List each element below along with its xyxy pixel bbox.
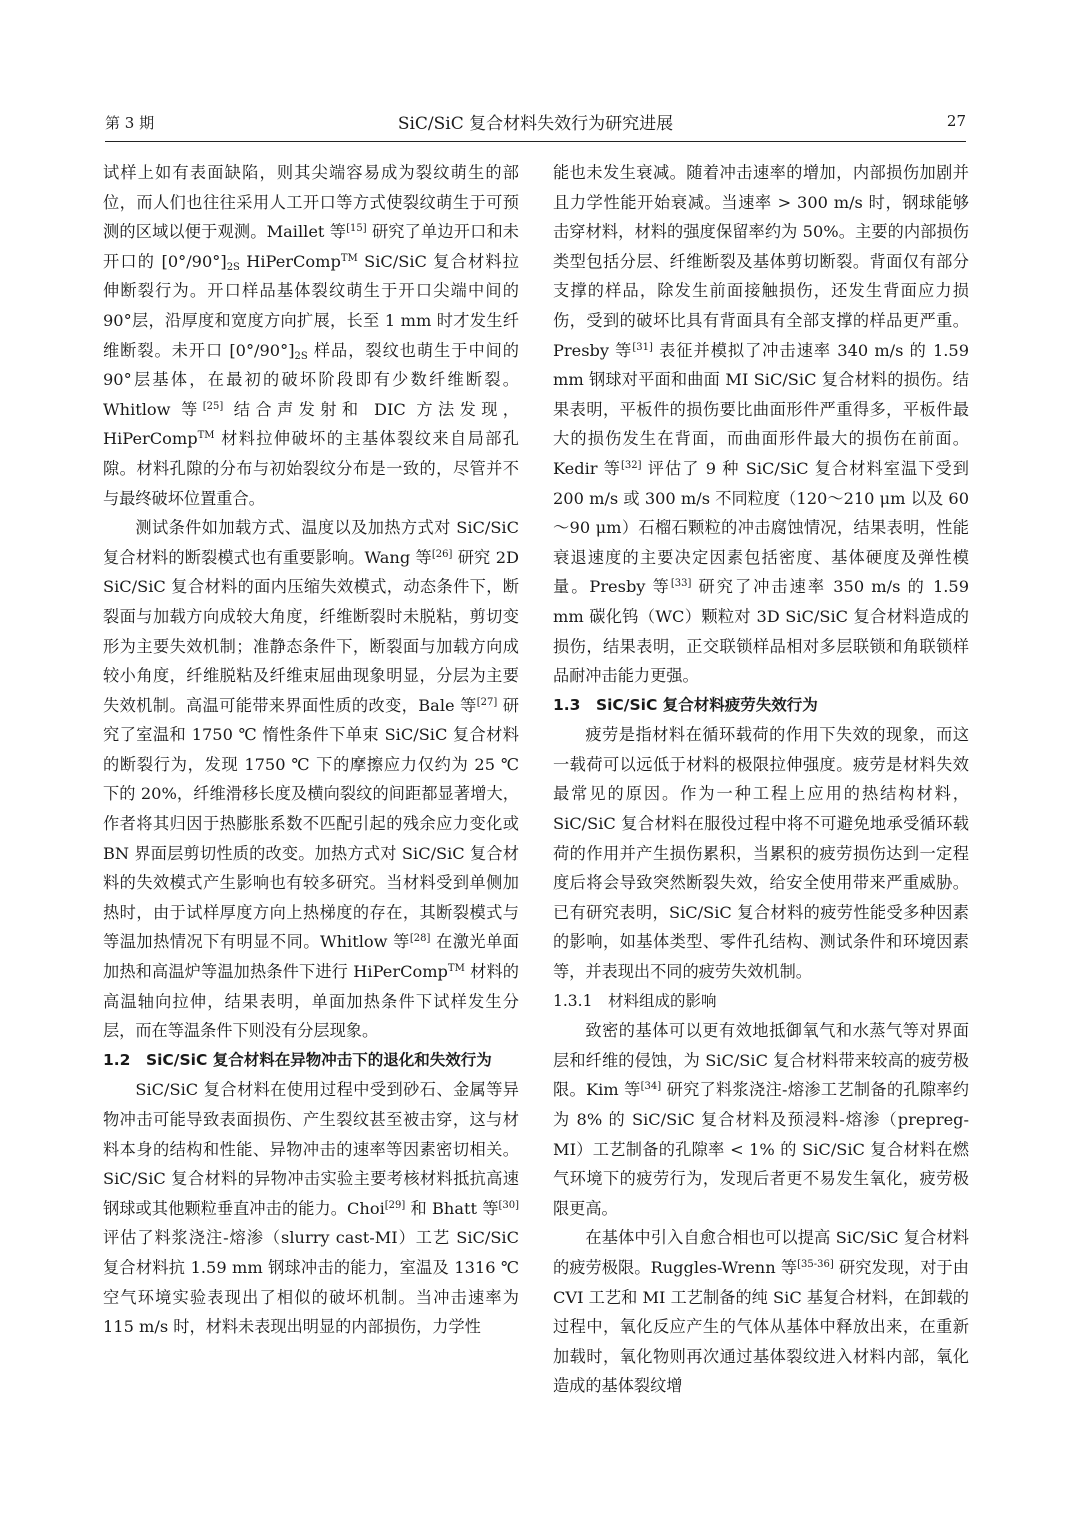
trademark: TM: [340, 252, 358, 264]
text-run: 测试条件如加载方式、温度以及加热方式对 SiC/SiC 复合材料的断裂模式也有重要影响。Wang 等: [103, 518, 519, 567]
citation: [15]: [346, 223, 367, 235]
trademark: TM: [447, 963, 465, 975]
issue-label: 第 3 期: [105, 114, 155, 132]
citation: [30]: [498, 1199, 520, 1211]
text-run: SiC/SiC 复合材料在使用过程中受到砂石、金属等异物冲击可能导致表面损伤、产生裂纹甚至被击穿，这与材料本身的结构和性能、异物冲击的速率等因素密切相关。SiC/SiC 复合材料的异物冲击实验主要考核材料抵抗高速钢球或其他颗粒垂直冲击的能力。Choi: [103, 1080, 519, 1218]
text-run: 材料拉伸破坏的主基体裂纹来自局部孔隙。材料孔隙的分布与初始裂纹分布是一致的，尽管并不与最终破坏位置重合。: [103, 429, 519, 508]
text-run: 试样上如有表面缺陷，则其尖端容易成为裂纹萌生的部位，而人们也往往采用人工开口等方式使裂纹萌生于可预测的区域以便于观测。Maillet 等: [103, 163, 519, 242]
left-column: [103, 158, 519, 1342]
citation: [33]: [670, 578, 692, 590]
paragraph: [553, 1223, 969, 1401]
text-run: 在激光单面加热和高温炉等温加热条件下进行 HiPerComp: [103, 932, 519, 982]
page-number: 27: [946, 112, 966, 130]
text-run: 和 Bhatt 等: [405, 1198, 499, 1218]
text-run: 在基体中引入自愈合相也可以提高 SiC/SiC 复合材料的疲劳极限。Ruggles-Wrenn 等: [553, 1228, 969, 1277]
citation: [34]: [640, 1081, 662, 1093]
paragraph: 疲劳是指材料在循环载荷的作用下失效的现象，而这一载荷可以远低于材料的极限拉伸强度。疲劳是材料失效最常见的原因。作为一种工程上应用的热结构材料，SiC/SiC 复合材料在服役过程中将不可避免地承受循环载荷的作用并产生损伤累积，当累积的疲劳损伤达到一定程度后将会导致突然断裂失效，给安全使用带来严重威胁。已有研究表明，SiC/SiC 复合材料的疲劳性能受多种因素的影响，如基体类型、零件孔结构、测试条件和环境因素等，并表现出不同的疲劳失效机制。: [553, 725, 969, 982]
text-run: 结合声发射和 DIC 方法发现，HiPerComp: [103, 399, 519, 449]
citation: [27]: [476, 696, 498, 708]
citation: [25]: [202, 400, 224, 412]
text-run: SiC/SiC 复合材料拉伸断裂行为。开口样品基体裂纹萌生于开口尖端中间的 90°层，沿厚度和宽度方向扩展，长至 1 mm 时才发生纤维断裂。未开口 [0°/90°]: [103, 251, 519, 360]
text-run: 表征并模拟了冲击速率 340 m/s 的 1.59 mm 钢球对平面和曲面 MI SiC/SiC 复合材料的损伤。结果表明，平板件的损伤要比曲面形件严重得多，平板件最大的损伤发生在背面，而曲面形件最大的损伤在前面。Kedir 等: [553, 340, 969, 478]
text-run: 研究了室温和 1750 ℃ 惰性条件下单束 SiC/SiC 复合材料的断裂行为，发现 1750 ℃ 下的摩擦应力仅约为 25 ℃ 下的 20%，纤维滑移长度及横向裂纹的间距都显著增大，作者将其归因于热膨胀系数不匹配引起的残余应力变化或 BN 界面层剪切性质的改变。加热方式对 SiC/SiC 复合材料的失效模式产生影响也有较多研究。当材料受到单侧加热时，由于试样厚度方向上热梯度的存在，其断裂模式与等温加热情况下有明显不同。Whitlow 等: [103, 695, 519, 952]
text-run: 评估了 9 种 SiC/SiC 复合材料室温下受到 200 m/s 或 300 m/s 不同粒度（120～210 μm 以及 60～90 μm）石榴石颗粒的冲击腐蚀情况，结果表明，性能衰退速度的主要决定因素包括密度、基体硬度及弹性模量。Presby 等: [553, 458, 969, 597]
text-run: 研究了单边开口和未开口的 [0°/90°]: [103, 222, 519, 271]
paragraph: [103, 1075, 519, 1341]
paragraph: [553, 1016, 969, 1223]
text-run: HiPerComp: [239, 251, 341, 271]
journal-running-title: SiC/SiC 复合材料失效行为研究进展: [397, 114, 674, 134]
citation: [28]: [409, 933, 431, 945]
paragraph: [553, 158, 969, 691]
subsection-heading-1-3-1: 1.3.1 材料组成的影响: [553, 991, 717, 1010]
citation: [35-36]: [797, 1258, 834, 1270]
section-heading-1-2: 1.2 SiC/SiC 复合材料在异物冲击下的退化和失效行为: [103, 1050, 492, 1069]
citation: [26]: [431, 548, 453, 560]
paragraph: [103, 158, 519, 513]
text-run: 材料的高温轴向拉伸，结果表明，单面加热条件下试样发生分层，而在等温条件下则没有分层现象。: [103, 962, 519, 1041]
subscript: 2S: [294, 350, 308, 362]
right-column: [553, 158, 969, 1401]
citation: [29]: [384, 1199, 406, 1211]
text-run: 研究了料浆浇注-熔渗工艺制备的孔隙率约为 8% 的 SiC/SiC 复合材料及预浸料-熔渗（prepreg-MI）工艺制备的孔隙率 < 1% 的 SiC/SiC 复合材料在燃气环境下的疲劳行为，发现后者更不易发生氧化，疲劳极限更高。: [553, 1080, 969, 1218]
paragraph: [103, 513, 519, 1046]
citation: [32]: [621, 459, 642, 471]
section-heading-1-3: 1.3 SiC/SiC 复合材料疲劳失效行为: [553, 695, 818, 714]
text-run: 研究 2D SiC/SiC 复合材料的面内压缩失效模式，动态条件下，断裂面与加载方向成较大角度，纤维断裂时未脱粘，剪切变形为主要失效机制；准静态条件下，断裂面与加载方向成较小角度，纤维脱粘及纤维束屈曲现象明显，分层为主要失效机制。高温可能带来界面性质的改变，Bale 等: [103, 547, 519, 715]
text-run: 评估了料浆浇注-熔渗（slurry cast-MI）工艺 SiC/SiC 复合材料抗 1.59 mm 钢球冲击的能力，室温及 1316 ℃ 空气环境实验表现出了相似的破坏机制。当冲击速率为 115 m/s 时，材料未表现出明显的内部损伤，力学性: [103, 1228, 519, 1337]
text-run: 研究发现，对于由 CVI 工艺和 MI 工艺制备的纯 SiC 基复合材料，在卸载的过程中，氧化反应产生的气体从基体中释放出来，在重新加载时，氧化物则再次通过基体裂纹进入材料内部，氧化造成的基体裂纹增: [553, 1257, 969, 1396]
header-rule: [105, 141, 966, 142]
citation: [31]: [632, 341, 653, 353]
trademark: TM: [197, 430, 215, 442]
text-run: 样品，裂纹也萌生于中间的 90°层基体，在最初的破坏阶段即有少数纤维断裂。Whitlow 等: [103, 340, 519, 419]
text-run: 能也未发生衰减。随着冲击速率的增加，内部损伤加剧并且力学性能开始衰减。当速率 > 300 m/s 时，钢球能够击穿材料，材料的强度保留率约为 50%。主要的内部损伤类型包括分层、纤维断裂及基体剪切断裂。背面仅有部分支撑的样品，除发生前面接触损伤，还发生背面应力损伤，受到的破坏比具有背面具有全部支撑的样品更严重。Presby 等: [553, 163, 969, 360]
subscript: 2S: [226, 261, 240, 273]
text-run: 致密的基体可以更有效地抵御氧气和水蒸气等对界面层和纤维的侵蚀，为 SiC/SiC 复合材料带来较高的疲劳极限。Kim 等: [553, 1021, 969, 1100]
running-header: [105, 112, 966, 142]
text-run: 研究了冲击速率 350 m/s 的 1.59 mm 碳化钨（WC）颗粒对 3D SiC/SiC 复合材料造成的损伤，结果表明，正交联锁样品相对多层联锁和角联锁样品耐冲击能力更强。: [553, 577, 969, 686]
